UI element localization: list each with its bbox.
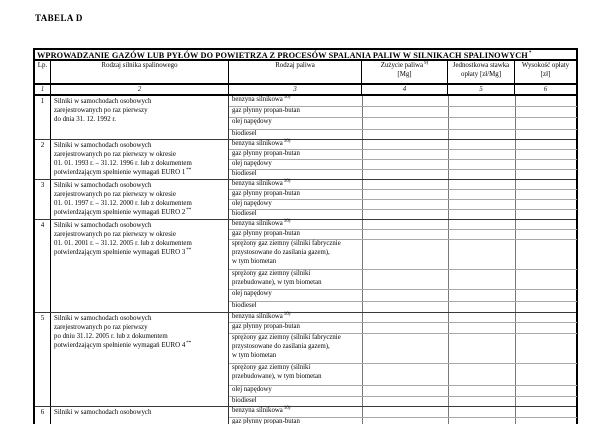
usage-value-cell: [362, 180, 448, 189]
fee-value-cell: [515, 313, 577, 322]
usage-value-cell: [362, 397, 448, 406]
rate-value-cell: [448, 160, 515, 169]
header-rate: [447, 61, 514, 83]
fuel-cell: [229, 210, 362, 219]
text-line: zarejestrowanych po raz pierwszy w okresie: [54, 191, 176, 198]
fuel-row: [229, 220, 577, 229]
rate-value-cell: [448, 190, 515, 199]
fuel-subrows: [228, 96, 577, 139]
fee-value-cell: [515, 180, 577, 189]
fuel-row: [229, 140, 577, 149]
text-line: olej napędowy: [232, 200, 272, 207]
text-line: benzyna silnikowa$^{10)}$: [232, 178, 291, 187]
fee-value-cell: [515, 270, 577, 289]
text-line: biodiesel: [232, 130, 257, 137]
fuel-row: [229, 96, 577, 106]
text-line: 01. 01. 2001 r. – 31.12. 2005 r. lub z dokumentem: [54, 240, 192, 247]
table-header-row: [35, 61, 576, 85]
usage-value-cell: [362, 313, 448, 322]
fuel-cell: [229, 334, 362, 363]
fuel-row: [229, 159, 577, 169]
text-line: benzyna silnikowa$^{10)}$: [232, 218, 291, 227]
lp-cell: 1: [40, 97, 45, 105]
footnote-mark: **: [186, 247, 192, 253]
fuel-cell: [229, 302, 362, 312]
column-number: 2: [50, 85, 228, 94]
usage-value-cell: [362, 140, 448, 149]
text-line: przystosowane do zasilania gazem),: [232, 248, 330, 256]
fuel-cell: [229, 240, 362, 269]
fee-value-cell: [515, 118, 577, 129]
lp-cell: 3: [40, 181, 45, 189]
usage-value-cell: [362, 386, 448, 396]
rate-value-cell: [448, 397, 515, 406]
fee-value-cell: [515, 210, 577, 219]
text-line: w tym biometan: [232, 257, 277, 265]
column-number-row: [35, 85, 576, 96]
text-line: benzyna silnikowa$^{10)}$: [232, 138, 291, 147]
fuel-row: [229, 189, 577, 199]
text-line: benzyna silnikowa$^{10)}$: [232, 405, 291, 414]
footnote-mark: **: [186, 340, 192, 346]
fee-value-cell: [515, 364, 577, 385]
footnote-mark: 10): [283, 218, 291, 224]
usage-value-cell: [362, 230, 448, 239]
fuel-row: [229, 417, 577, 424]
column-number: 4: [361, 85, 447, 94]
usage-value-cell: [362, 107, 448, 117]
fuel-cell: [229, 118, 362, 129]
fee-value-cell: [515, 170, 577, 179]
fuel-row: [229, 407, 577, 417]
text-line: sprężony gaz ziemny (silniki: [232, 364, 311, 371]
lp-cell: 2: [40, 141, 45, 149]
usage-value-cell: [362, 418, 448, 424]
fee-value-cell: [515, 140, 577, 149]
header-engine: [50, 61, 228, 83]
text-line: Rodzaj paliwa: [275, 62, 315, 69]
text-line: Zużycie paliwa$^{9)}$: [380, 60, 429, 69]
fuel-cell: [229, 200, 362, 209]
text-line: potwierdzającym spełnienie wymagań EURO 2**: [54, 207, 192, 216]
engine-cell: [50, 313, 228, 406]
usage-value-cell: [362, 130, 448, 139]
fee-value-cell: [515, 230, 577, 239]
footnote-mark: **: [186, 207, 192, 213]
rate-value-cell: [448, 334, 515, 363]
fuel-cell: [229, 397, 362, 406]
text-line: potwierdzającym spełnienie wymagań EURO 3**: [54, 247, 192, 256]
text-line: Lp.: [37, 62, 48, 69]
rate-value-cell: [448, 270, 515, 289]
usage-value-cell: [362, 290, 448, 301]
footnote-mark: 10): [283, 311, 291, 317]
text-line: Silniki w samochodach osobowych: [54, 182, 152, 189]
usage-value-cell: [362, 200, 448, 209]
lp-cell: 6: [40, 408, 45, 416]
text-line: potwierdzającym spełnienie wymagań EURO 4**: [54, 340, 192, 349]
text-line: gaz płynny propan-butan: [232, 150, 300, 157]
rate-value-cell: [448, 290, 515, 301]
rate-value-cell: [448, 386, 515, 396]
footnote-mark: 10): [283, 94, 291, 100]
fuel-cell: [229, 107, 362, 117]
fee-value-cell: [515, 220, 577, 229]
fuel-cell: [229, 364, 362, 385]
usage-value-cell: [362, 302, 448, 312]
text-line: Rodzaj silnika spalinowego: [101, 62, 178, 69]
text-line: gaz płynny propan-butan: [232, 418, 300, 424]
usage-value-cell: [362, 118, 448, 129]
rate-value-cell: [448, 313, 515, 322]
text-line: 01. 01. 1997 r. – 31.12. 2000 r. lub z dokumentem: [54, 200, 192, 207]
rate-value-cell: [448, 364, 515, 385]
text-line: przebudowane), w tym biometan: [232, 372, 322, 380]
fuel-row: [229, 129, 577, 139]
usage-value-cell: [362, 364, 448, 385]
rate-value-cell: [448, 107, 515, 117]
table-title-text: WPROWADZANIE GAZÓW LUB PYŁÓW DO POWIETRZA Z PROCESÓW SPALANIA PALIW W SILNIKACH SPALINOWYCH: [37, 51, 528, 60]
fuel-row: [229, 229, 577, 239]
rate-value-cell: [448, 140, 515, 149]
fuel-cell: [229, 180, 362, 189]
text-line: potwierdzającym spełnienie wymagań EURO 1**: [54, 167, 192, 176]
fee-value-cell: [515, 334, 577, 363]
rate-value-cell: [448, 323, 515, 333]
text-line: do dnia 31. 12. 1992 r.: [54, 116, 117, 123]
table-title-footnote-mark: *: [528, 51, 532, 57]
text-line: przebudowane), w tym biometan: [232, 278, 322, 286]
footnote-mark: **: [186, 167, 192, 173]
fuel-row: [229, 322, 577, 333]
rate-value-cell: [448, 240, 515, 269]
usage-value-cell: [362, 210, 448, 219]
text-line: Jednostkowa stawka: [452, 62, 510, 69]
text-line: olej napędowy: [232, 386, 272, 393]
fuel-cell: [229, 130, 362, 139]
fuel-row: [229, 180, 577, 189]
emissions-fee-table: [33, 48, 578, 424]
text-line: olej napędowy: [232, 290, 272, 297]
rate-value-cell: [448, 230, 515, 239]
fuel-row: [229, 333, 577, 363]
text-line: sprężony gaz ziemny (silniki: [232, 270, 311, 277]
fuel-cell: [229, 313, 362, 322]
usage-value-cell: [362, 160, 448, 169]
fuel-cell: [229, 290, 362, 301]
usage-value-cell: [362, 270, 448, 289]
engine-row: [35, 219, 576, 312]
fuel-row: [229, 149, 577, 159]
text-line: biodiesel: [232, 397, 257, 404]
rate-value-cell: [448, 96, 515, 106]
engine-cell: [50, 180, 228, 219]
text-line: benzyna silnikowa$^{10)}$: [232, 94, 291, 103]
usage-value-cell: [362, 240, 448, 269]
text-line: biodiesel: [232, 302, 257, 309]
fuel-cell: [229, 140, 362, 149]
fuel-row: [229, 301, 577, 312]
header-fuel: [228, 61, 361, 83]
text-line: 01. 01. 1993 r. – 31.12. 1996 r. lub z dokumentem: [54, 160, 192, 167]
header-usage: [361, 61, 447, 83]
fuel-row: [229, 396, 577, 406]
rate-value-cell: [448, 220, 515, 229]
text-line: zarejestrowanych po raz pierwszy: [54, 324, 148, 331]
fee-value-cell: [515, 407, 577, 417]
engine-row: [35, 179, 576, 219]
usage-value-cell: [362, 407, 448, 417]
text-line: gaz płynny propan-butan: [232, 190, 300, 197]
fuel-cell: [229, 170, 362, 179]
footnote-mark: 9): [424, 60, 429, 66]
usage-value-cell: [362, 220, 448, 229]
text-line: w tym biometan: [232, 351, 277, 359]
text-line: Silniki w samochodach osobowych: [54, 409, 152, 416]
usage-value-cell: [362, 334, 448, 363]
engine-row: [35, 96, 576, 139]
footnote-mark: 10): [283, 138, 291, 144]
text-line: opłaty [zł/Mg]: [461, 70, 501, 78]
rate-value-cell: [448, 170, 515, 179]
usage-value-cell: [362, 170, 448, 179]
text-line: [Mg]: [397, 70, 412, 78]
fee-value-cell: [515, 160, 577, 169]
text-line: Silniki w samochodach osobowych: [54, 142, 152, 149]
fee-value-cell: [515, 240, 577, 269]
fuel-subrows: [228, 140, 577, 179]
fee-value-cell: [515, 96, 577, 106]
header-fee: [514, 61, 576, 83]
rate-value-cell: [448, 150, 515, 159]
fee-value-cell: [515, 290, 577, 301]
fuel-cell: [229, 407, 362, 417]
footnote-mark: 10): [283, 405, 291, 411]
fuel-row: [229, 169, 577, 179]
fuel-row: [229, 385, 577, 396]
fuel-row: [229, 117, 577, 129]
table-body: [35, 96, 576, 424]
fuel-row: [229, 209, 577, 219]
text-line: olej napędowy: [232, 118, 272, 125]
rate-value-cell: [448, 418, 515, 424]
text-line: [zł]: [540, 70, 551, 78]
fuel-row: [229, 239, 577, 269]
usage-value-cell: [362, 150, 448, 159]
text-line: gaz płynny propan-butan: [232, 107, 300, 114]
text-line: zarejestrowanych po raz pierwszy: [54, 107, 148, 114]
fee-value-cell: [515, 190, 577, 199]
fuel-cell: [229, 323, 362, 333]
column-number: 5: [447, 85, 514, 94]
column-number: 6: [514, 85, 576, 94]
fuel-subrows: [228, 407, 577, 424]
fuel-cell: [229, 160, 362, 169]
fuel-cell: [229, 150, 362, 159]
fee-value-cell: [515, 107, 577, 117]
fee-value-cell: [515, 150, 577, 159]
text-line: sprężony gaz ziemny (silniki fabrycznie: [232, 334, 341, 341]
engine-row: [35, 139, 576, 179]
fuel-cell: [229, 270, 362, 289]
text-line: sprężony gaz ziemny (silniki fabrycznie: [232, 240, 341, 247]
column-number: 3: [228, 85, 361, 94]
fuel-row: [229, 289, 577, 301]
engine-cell: [50, 407, 228, 424]
text-line: po dniu 31.12. 2005 r. lub z dokumentem: [54, 333, 168, 340]
fuel-cell: [229, 220, 362, 229]
fuel-row: [229, 199, 577, 209]
text-line: biodiesel: [232, 170, 257, 177]
fuel-row: [229, 363, 577, 385]
text-line: gaz płynny propan-butan: [232, 230, 300, 237]
footnote-mark: 10): [283, 178, 291, 184]
text-line: Silniki w samochodach osobowych: [54, 315, 152, 322]
text-line: zarejestrowanych po raz pierwszy w okresie: [54, 231, 176, 238]
fuel-row: [229, 269, 577, 289]
fee-value-cell: [515, 397, 577, 406]
text-line: przystosowane do zasilania gazem),: [232, 342, 330, 350]
fuel-cell: [229, 386, 362, 396]
text-line: olej napędowy: [232, 160, 272, 167]
document-title: TABELA D: [35, 13, 83, 23]
text-line: zarejestrowanych po raz pierwszy w okresie: [54, 151, 176, 158]
fuel-row: [229, 106, 577, 117]
engine-cell: [50, 96, 228, 139]
fuel-cell: [229, 96, 362, 106]
text-line: Wysokość opłaty: [521, 62, 570, 69]
fee-value-cell: [515, 386, 577, 396]
engine-row: [35, 406, 576, 424]
rate-value-cell: [448, 180, 515, 189]
header-lp: [35, 61, 50, 83]
fuel-subrows: [228, 220, 577, 312]
text-line: benzyna silnikowa$^{10)}$: [232, 311, 291, 320]
fuel-cell: [229, 418, 362, 424]
lp-cell: 4: [40, 221, 45, 229]
rate-value-cell: [448, 210, 515, 219]
table-title: [35, 50, 576, 61]
fuel-row: [229, 313, 577, 322]
engine-cell: [50, 140, 228, 179]
fuel-cell: [229, 230, 362, 239]
lp-cell: 5: [40, 314, 45, 322]
usage-value-cell: [362, 190, 448, 199]
fuel-subrows: [228, 313, 577, 406]
fee-value-cell: [515, 130, 577, 139]
fuel-cell: [229, 190, 362, 199]
usage-value-cell: [362, 323, 448, 333]
rate-value-cell: [448, 302, 515, 312]
rate-value-cell: [448, 200, 515, 209]
text-line: Silniki w samochodach osobowych: [54, 98, 152, 105]
fee-value-cell: [515, 302, 577, 312]
text-line: Silniki w samochodach osobowych: [54, 222, 152, 229]
text-line: biodiesel: [232, 210, 257, 217]
engine-row: [35, 312, 576, 406]
rate-value-cell: [448, 407, 515, 417]
fee-value-cell: [515, 418, 577, 424]
fee-value-cell: [515, 323, 577, 333]
fee-value-cell: [515, 200, 577, 209]
column-number: 1: [40, 85, 45, 93]
rate-value-cell: [448, 118, 515, 129]
rate-value-cell: [448, 130, 515, 139]
fuel-subrows: [228, 180, 577, 219]
engine-cell: [50, 220, 228, 312]
usage-value-cell: [362, 96, 448, 106]
text-line: gaz płynny propan-butan: [232, 323, 300, 330]
